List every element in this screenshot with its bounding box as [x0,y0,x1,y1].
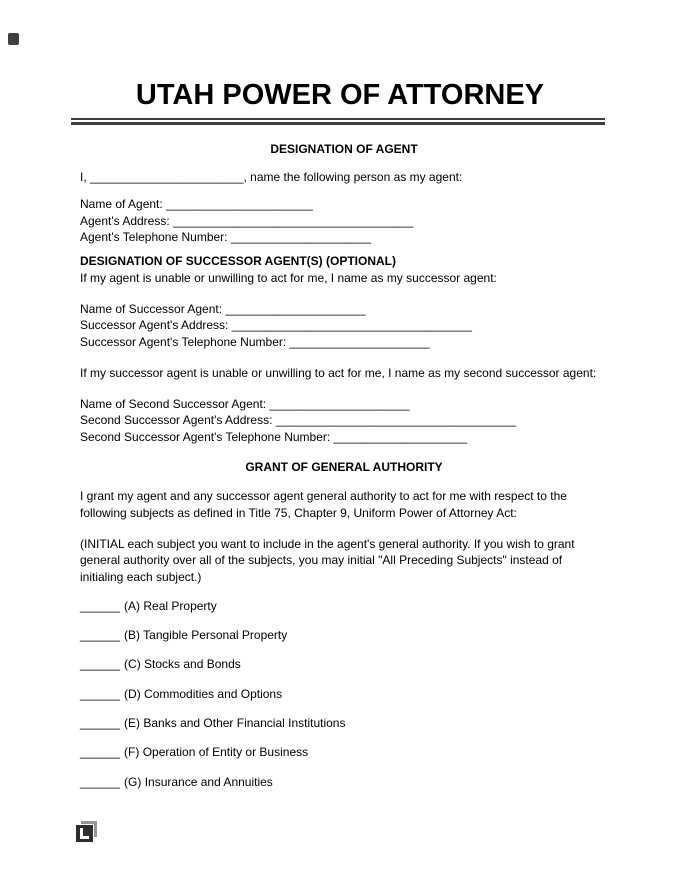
successor-intro-line: If my agent is unable or unwilling to act for me, I name as my successor agent: [80,270,497,285]
initial-blank: ______ [80,686,121,701]
subject-item-stocks-and-bonds [80,656,608,672]
subject-label: (E) Banks and Other Financial Institutions [124,716,346,731]
principal-name-line: I, _______________________, name the following person as my agent: [80,170,463,185]
initialing-instructions-paragraph: (INITIAL each subject you want to include in the agent's general authority. If you wish to grant general authority over all of the subjects, you may initial "All Preceding Subjects" instead of initialing each subject.) [80,536,575,584]
initial-blank: ______ [80,598,121,613]
field-agent-name: Name of Agent: ______________________ [80,197,313,212]
initial-blank: ______ [80,628,121,643]
subject-item-banks-and-financial-institutions [80,715,608,731]
subject-item-insurance-and-annuities [80,774,608,790]
heading-grant-of-general-authority: GRANT OF GENERAL AUTHORITY [245,460,443,475]
subject-label: (D) Commodities and Options [124,686,283,701]
subject-item-commodities-and-options [80,686,608,702]
authority-grant-paragraph: I grant my agent and any successor agent general authority to act for me with respect to the following subjects as defined in Title 75, Chapter 9, Uniform Power of Attorney Act: [80,489,567,520]
field-agent-phone: Agent's Telephone Number: _____________________ [80,230,371,245]
field-second-successor-name: Name of Second Successor Agent: _____________________ [80,397,410,412]
second-successor-intro-line: If my successor agent is unable or unwilling to act for me, I name as my second successor agent: [80,365,597,380]
subject-label: (F) Operation of Entity or Business [124,745,309,760]
subject-label: (C) Stocks and Bonds [124,657,241,672]
field-successor-phone: Successor Agent's Telephone Number: _____________________ [80,334,430,349]
field-agent-address: Agent's Address: ____________________________________ [80,213,414,228]
subject-label: (A) Real Property [124,598,217,613]
title-divider [71,118,605,125]
document-body [0,141,680,790]
heading-designation-of-successor-agents: DESIGNATION OF SUCCESSOR AGENT(S) (OPTIONAL) [80,254,397,269]
subject-label: (B) Tangible Personal Property [124,628,288,643]
subject-list [80,598,608,790]
initial-blank: ______ [80,774,121,789]
field-second-successor-phone: Second Successor Agent's Telephone Number: ____________________ [80,429,468,444]
successor-fields [80,301,608,350]
field-second-successor-address: Second Successor Agent's Address: ____________________________________ [80,413,516,428]
initial-blank: ______ [80,716,121,731]
subject-item-operation-of-entity-or-business [80,744,608,760]
initial-blank: ______ [80,745,121,760]
field-successor-name: Name of Successor Agent: _____________________ [80,301,366,316]
subject-item-real-property [80,598,608,614]
logo-letter-l-icon [80,828,89,839]
agent-fields [80,196,608,245]
field-successor-address: Successor Agent's Address: ____________________________________ [80,318,472,333]
heading-designation-of-agent: DESIGNATION OF AGENT [270,141,418,156]
initial-blank: ______ [80,657,121,672]
logo-front-square [76,825,93,842]
document-title: UTAH POWER OF ATTORNEY [135,79,545,111]
second-successor-fields [80,396,608,445]
subject-label: (G) Insurance and Annuities [124,774,273,789]
corner-mark [8,33,19,45]
subject-item-tangible-personal-property [80,627,608,643]
legal-templates-logo [76,821,97,842]
